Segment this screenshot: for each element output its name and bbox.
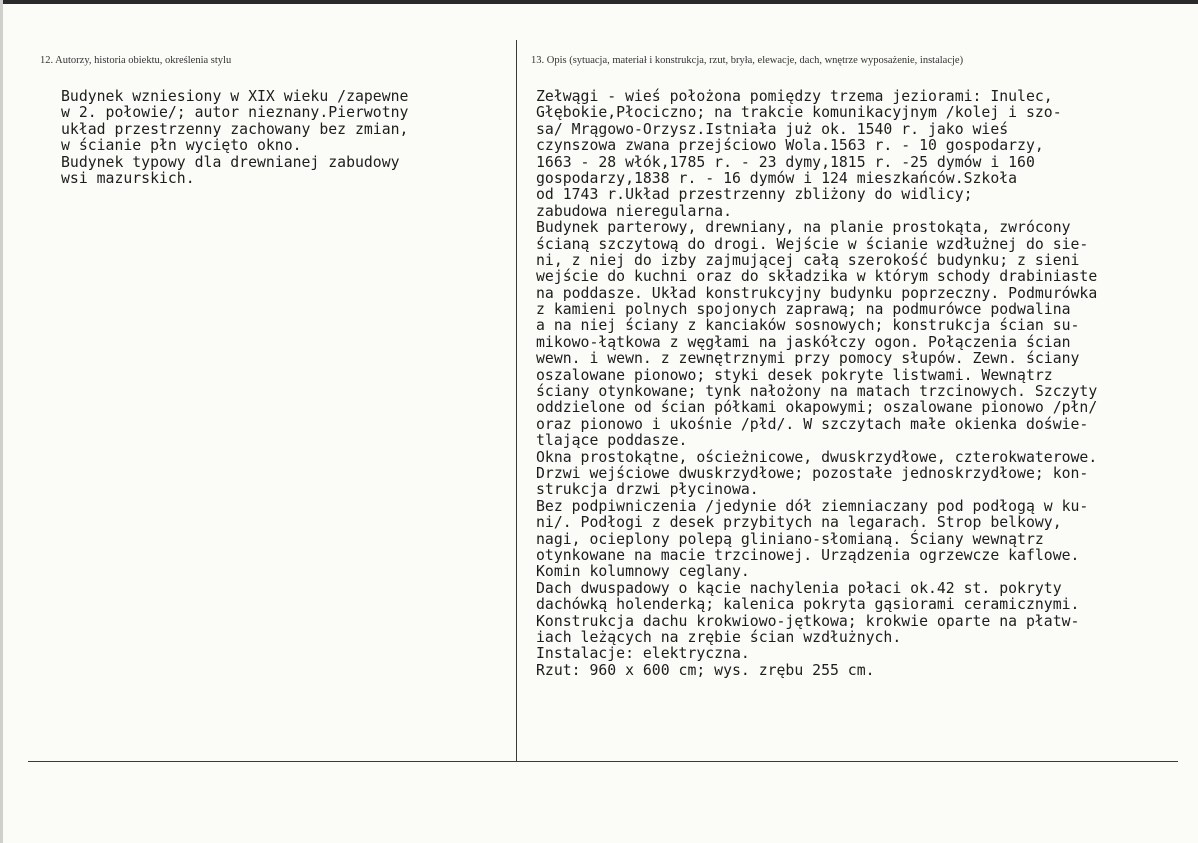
field-13-text-line: mikowo-łątkowa z węgłami na jaskółczy ogon. Połączenia ścian: [536, 333, 1071, 351]
field-12-typed-text: [61, 89, 408, 187]
field-13-text-line: gospodarzy,1838 r. - 16 dymów i 124 mieszkańców.Szkoła: [536, 169, 1018, 187]
bottom-rule: [28, 761, 1178, 762]
field-13-text-line: Okna prostokątne, ościeżnicowe, dwuskrzydłowe, czterokwaterowe.: [536, 448, 1098, 466]
field-13-text-line: od 1743 r.Układ przestrzenny zbliżony do widlicy;: [536, 186, 973, 204]
field-13-text-line: na poddasze. Układ konstrukcyjny budynku poprzeczny. Podmurówka: [536, 284, 1098, 302]
field-13-text-line: nagi, ocieplony polepą gliniano-słomianą. Ściany wewnątrz: [536, 530, 1044, 548]
field-13-text-line: Głębokie,Płociczno; na trakcie komunikacyjnym /kolej i szo-: [536, 104, 1062, 122]
field-12-text-line: Budynek wzniesiony w XIX wieku /zapewne: [61, 88, 409, 105]
field-13-text-line: oszalowane pionowo; styki desek pokryte listwami. Wewnątrz: [536, 366, 1053, 384]
field-13-text-line: Dach dwuspadowy o kącie nachylenia połaci ok.42 st. pokryty: [536, 579, 1062, 597]
field-13-typed-text: [536, 89, 1097, 679]
field-13-text-line: oraz pionowo i ukośnie /płd/. W szczytach małe okienka doświe-: [536, 415, 1089, 433]
field-13-text-line: Budynek parterowy, drewniany, na planie prostokąta, zwrócony: [536, 219, 1071, 237]
field-13-text-line: ściany otynkowane; tynk nałożony na matach trzcinowych. Szczyty: [536, 383, 1098, 401]
field-13-text-line: Rzut: 960 x 600 cm; wys. zrębu 255 cm.: [536, 661, 875, 679]
field-13-text-line: a na niej ściany z kanciaków sosnowych; konstrukcja ścian su-: [536, 317, 1080, 335]
field-13-text-line: dachówką holenderką; kalenica pokryta gąsiorami ceramicznymi.: [536, 596, 1080, 614]
field-13-text-line: sa/ Mrągowo-Orzysz.Istniała już ok. 1540 r. jako wieś: [536, 120, 1009, 138]
field-13-text-line: z kamieni polnych spojonych zaprawą; na podmurówce podwalina: [536, 301, 1071, 319]
field-13-text-line: Drzwi wejściowe dwuskrzydłowe; pozostałe jednoskrzydłowe; kon-: [536, 464, 1089, 482]
field-13-text-line: wejście do kuchni oraz do składzika w którym schody drabiniaste: [536, 268, 1098, 286]
field-12-text-line: wsi mazurskich.: [61, 169, 195, 187]
top-edge-border: [0, 0, 1198, 4]
field-13-text-line: wewn. i wewn. z zewnętrznymi przy pomocy słupów. Zewn. ściany: [536, 350, 1080, 368]
field-13-text-line: iach leżących na zrębie ścian wzdłużnych.: [536, 628, 902, 646]
left-edge-border: [0, 0, 3, 843]
field-12-heading: 12. Autorzy, historia obiektu, określenia stylu: [40, 55, 232, 66]
field-12-text-line: układ przestrzenny zachowany bez zmian,: [61, 120, 409, 138]
field-13-text-line: zabudowa nieregularna.: [536, 202, 732, 220]
field-13-text-line: Zełwągi - wieś położona pomiędzy trzema jeziorami: Inulec,: [536, 88, 1053, 105]
field-13-text-line: Instalacje: elektryczna.: [536, 645, 750, 663]
field-13-text-line: Konstrukcja dachu krokwiowo-jętkowa; krokwie oparte na płatw-: [536, 612, 1080, 630]
field-13-text-line: ścianą szczytową do drogi. Wejście w ścianie wzdłużnej do sie-: [536, 235, 1089, 253]
field-13-text-line: Bez podpiwniczenia /jedynie dół ziemniaczany pod podłogą w ku-: [536, 497, 1089, 515]
field-13-text-line: czynszowa zwana przejściowo Wola.1563 r. - 10 gospodarzy,: [536, 137, 1044, 155]
field-13-text-line: ni, z niej do izby zajmującej całą szerokość budynku; z sieni: [536, 251, 1080, 269]
field-13-text-line: strukcja drzwi płycinowa.: [536, 481, 759, 499]
field-13-text-line: tlające poddasze.: [536, 432, 688, 450]
column-divider: [516, 40, 517, 762]
field-13-text-line: oddzielone od ścian półkami okapowymi; oszalowane pionowo /płn/: [536, 399, 1098, 417]
field-12-text-line: w ścianie płn wycięto okno.: [61, 137, 302, 155]
field-12-text-line: w 2. połowie/; autor nieznany.Pierwotny: [61, 104, 409, 122]
field-13-text-line: Komin kolumnowy ceglany.: [536, 563, 750, 581]
field-13-text-line: 1663 - 28 włók,1785 r. - 23 dymy,1815 r. -25 dymów i 160: [536, 153, 1035, 171]
field-13-text-line: otynkowane na macie trzcinowej. Urządzenia ogrzewcze kaflowe.: [536, 546, 1080, 564]
field-13-heading: 13. Opis (sytuacja, materiał i konstrukcja, rzut, bryła, elewacje, dach, wnętrze wyposażenie, instalacje): [531, 55, 964, 66]
field-12-text-line: Budynek typowy dla drewnianej zabudowy: [61, 153, 400, 171]
field-13-text-line: ni/. Podłogi z desek przybitych na legarach. Strop belkowy,: [536, 514, 1062, 532]
